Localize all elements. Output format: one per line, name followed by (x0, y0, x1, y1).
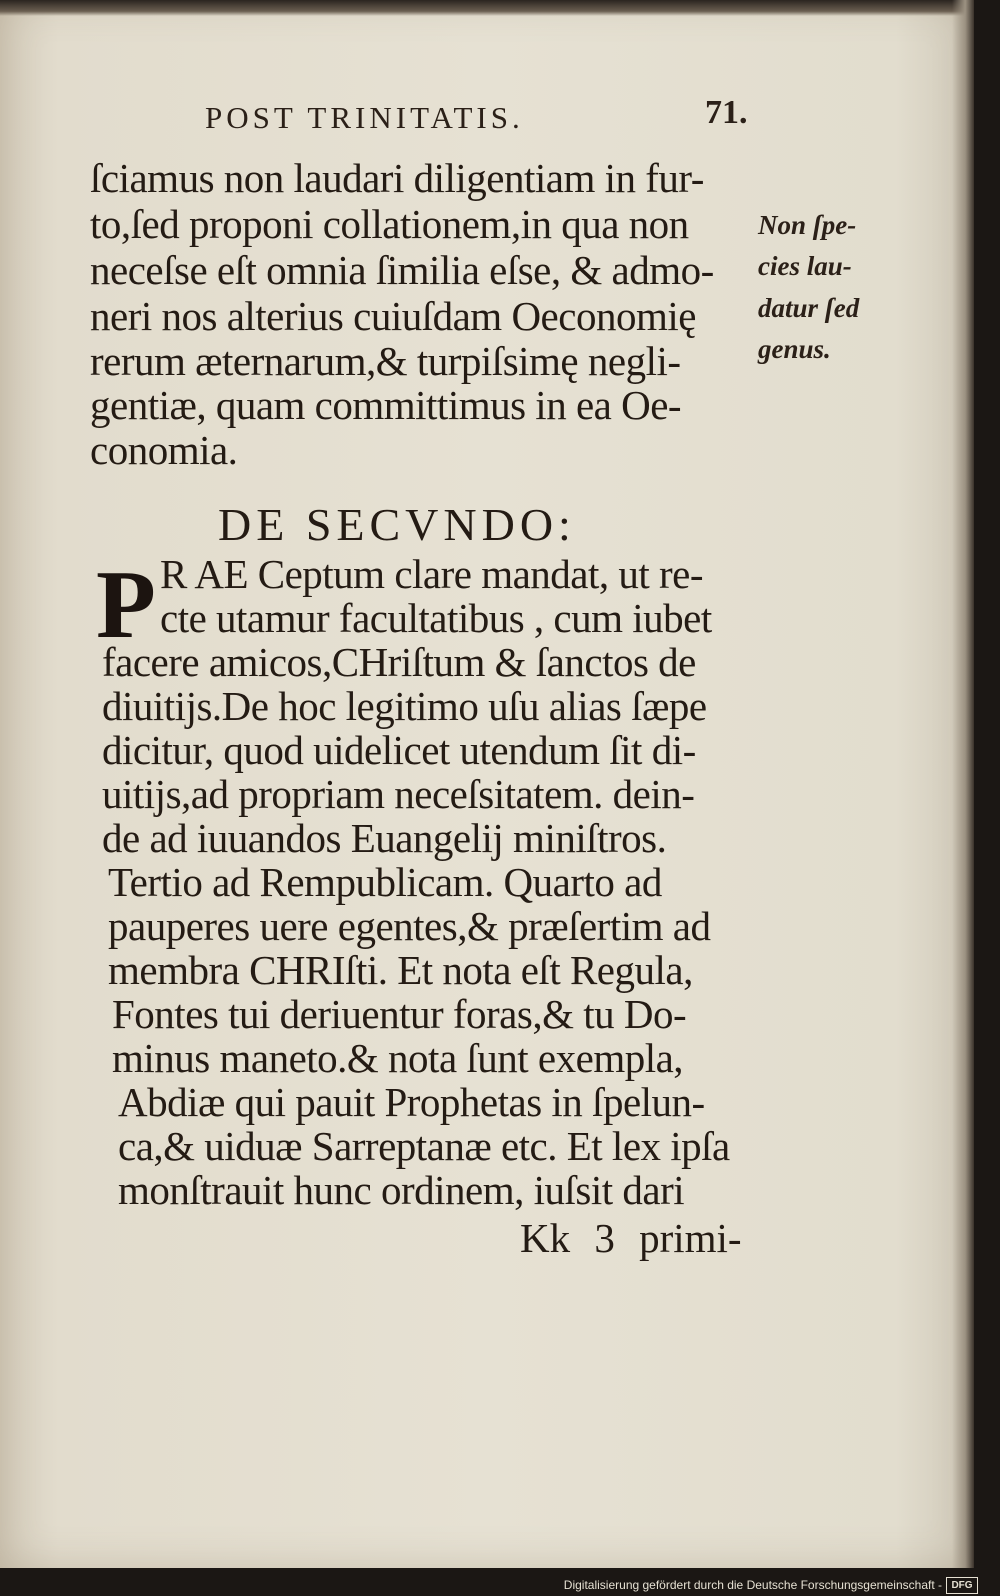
text-line: neceſse eſt omnia ſimilia eſse, & admo- (90, 247, 714, 293)
text-line: diuitijs.De hoc legitimo uſu alias ſæpe (102, 683, 707, 729)
text-line: ſciamus non laudari diligentiam in fur- (90, 155, 704, 201)
margin-note-line: Non ſpe- (758, 210, 857, 240)
text-line: membra CHRIſti. Et nota eſt Regula, (108, 947, 693, 993)
text-line: R AE Ceptum clare mandat, ut re- (160, 551, 704, 597)
text-line: minus maneto.& nota ſunt exempla, (112, 1035, 684, 1081)
page-top-edge (0, 0, 974, 16)
drop-initial: P (96, 551, 156, 659)
text-line: Tertio ad Rempublicam. Quarto ad (108, 859, 662, 905)
text-line: cte utamur facultatibus , cum iubet (160, 595, 712, 641)
text-line: monſtrauit hunc ordinem, iuſsit dari (118, 1167, 685, 1213)
margin-note-line: cies lau- (758, 251, 852, 281)
page-number: 71. (705, 94, 748, 131)
text-line: uitijs,ad propriam neceſsitatem. dein- (102, 771, 695, 817)
text-line: Abdiæ qui pauit Prophetas in ſpelun- (118, 1079, 705, 1125)
text-line: ca,& uiduæ Sarreptanæ etc. Et lex ipſa (118, 1123, 730, 1169)
text-line: Fontes tui deriuentur foras,& tu Do- (112, 991, 687, 1037)
footer-credit: Digitalisierung gefördert durch die Deutsche Forschungsgemeinschaft - (563, 1578, 942, 1592)
margin-note-line: genus. (758, 334, 831, 364)
text-line: pauperes uere egentes,& præſertim ad (108, 903, 711, 949)
text-line: neri nos alterius cuiuſdam Oeconomię (90, 293, 696, 339)
margin-note-line: datur ſed (758, 293, 860, 323)
page-right-edge (952, 0, 974, 1568)
text-line: conomia. (90, 427, 238, 473)
running-head: POST TRINITATIS. (205, 100, 524, 135)
section-heading: DE SECVNDO: (218, 499, 576, 550)
text-line: to,ſed proponi collationem,in qua non (90, 201, 689, 247)
catchword: Kk 3 primi- (520, 1215, 742, 1261)
dfg-logo-icon: DFG (946, 1577, 978, 1594)
text-line: de ad iuuandos Euangelij miniſtros. (102, 815, 667, 861)
text-line: rerum æternarum,& turpiſsimę negli- (90, 338, 681, 384)
text-line: facere amicos,CHriſtum & ſanctos de (102, 639, 696, 685)
text-line: gentiæ, quam committimus in ea Oe- (90, 382, 682, 428)
text-line: dicitur, quod uidelicet utendum ſit di- (102, 727, 696, 773)
